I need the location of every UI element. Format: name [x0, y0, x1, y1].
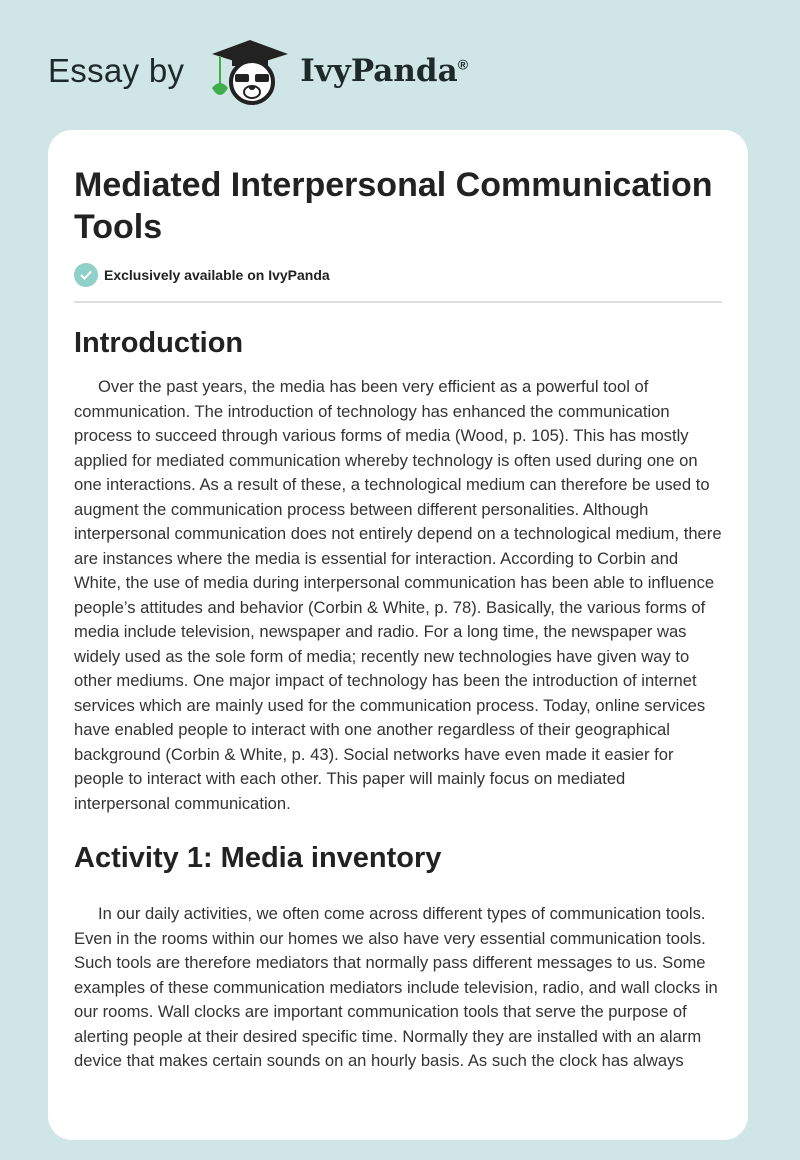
section-paragraph: Over the past years, the media has been very efficient as a powerful tool of communication. The introduction of technology has enhanced the communication process to succeed through various forms of media (Wood, p. 105). This has mostly applied for mediated communication whereby technology is often used during one on one interactions. As a result of these, a technological medium can therefore be used to augment the communication process between different personalities. Although interpersonal communication does not entirely depend on a technological medium, there are instances where the media is essential for interaction. According to Corbin and White, the use of media during interpersonal communication has been able to influence people’s attitudes and behavior (Corbin & White, p. 78). Basically, the various forms of media include television, newspaper and radio. For a long time, the newspaper was widely used as the sole form of media; recently new technologies have given way to other mediums. One major impact of technology has been the introduction of internet services which are mainly used for the communication process. Today, online services have enabled people to interact with one another regardless of their geographical background (Corbin & White, p. 43). Social networks have even made it easier for people to interact with each other. This paper will mainly focus on mediated interpersonal communication. [74, 377, 722, 813]
site-header [48, 36, 468, 106]
section-heading: Activity 1: Media inventory [74, 842, 442, 874]
divider [74, 301, 722, 303]
registered-mark: ® [457, 56, 469, 73]
panda-logo-icon[interactable] [202, 36, 294, 106]
page-title: Mediated Interpersonal Communication Tools [74, 166, 713, 246]
essay-by-label: Essay by [48, 52, 185, 89]
section-paragraph: In our daily activities, we often come across different types of communication tools. Even in the rooms within our homes we also have very essential communication tools. Such tools are therefore mediators that normally pass different messages to us. Some examples of these communication mediators include television, radio, and wall clocks in our rooms. Wall clocks are important communication tools that serve the purpose of alerting people at their desired specific time. Normally they are installed with an alarm device that makes certain sounds on an hourly basis. As such the clock has always [74, 904, 718, 1070]
essay-card [48, 130, 748, 1140]
brand-name[interactable] [300, 53, 468, 89]
brand-text: IvyPanda [300, 53, 458, 89]
exclusive-badge [74, 263, 722, 287]
section-heading: Introduction [74, 327, 244, 359]
check-icon [74, 263, 98, 287]
exclusive-badge-label: Exclusively available on IvyPanda [104, 267, 330, 283]
